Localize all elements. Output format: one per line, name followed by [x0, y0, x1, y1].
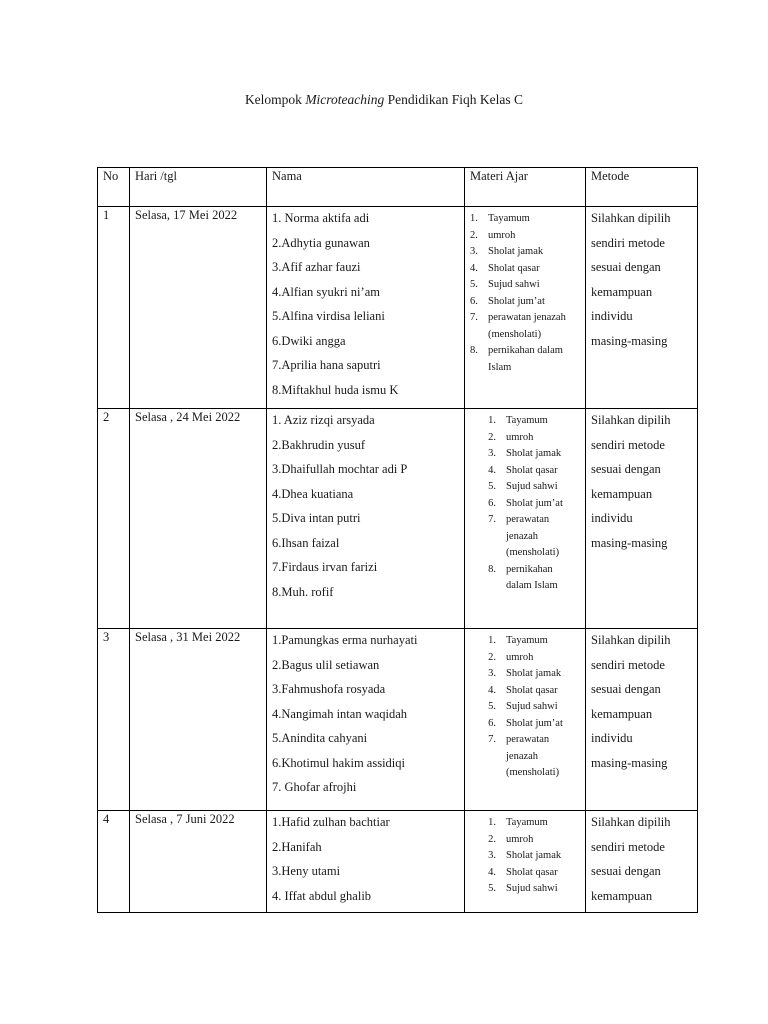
metode-line: masing-masing — [591, 535, 668, 550]
materi-text: Sholat jamak — [488, 246, 544, 257]
materi-number: 1. — [470, 213, 478, 224]
cell-materi — [465, 811, 586, 913]
materi-number: 1. — [488, 415, 496, 426]
cell-materi — [465, 629, 586, 811]
materi-number: 4. — [470, 262, 478, 274]
student-name: 3.Dhaifullah mochtar adi P — [272, 462, 408, 476]
cell-nama — [267, 409, 465, 629]
materi-item — [470, 496, 580, 513]
materi-text: Sholat qasar — [506, 464, 558, 476]
metode-line: individu — [591, 309, 633, 323]
metode-line: sendiri metode — [591, 657, 665, 672]
materi-number: 5. — [488, 701, 496, 712]
materi-number: 3. — [488, 668, 496, 679]
materi-number: 7. — [488, 734, 496, 745]
student-name: 2.Bagus ulil setiawan — [272, 657, 380, 672]
header-materi: Materi Ajar — [465, 168, 586, 207]
student-name: 7.Firdaus irvan farizi — [272, 560, 378, 574]
materi-number: 6. — [488, 717, 496, 729]
materi-item — [470, 865, 580, 882]
table-body — [98, 207, 698, 913]
student-name: 6.Dwiki angga — [272, 333, 346, 348]
materi-item — [470, 463, 580, 480]
materi-item — [470, 650, 580, 667]
materi-text: Sujud sahwi — [506, 883, 558, 894]
materi-number: 4. — [488, 464, 496, 476]
materi-number: 4. — [488, 684, 496, 696]
materi-item — [470, 479, 580, 496]
student-name: 3.Fahmushofa rosyada — [272, 682, 386, 696]
student-name: 1. Aziz rizqi arsyada — [272, 413, 375, 427]
materi-text: Sholat jamak — [506, 850, 562, 861]
materi-item — [470, 446, 580, 463]
metode-line: sendiri metode — [591, 839, 665, 854]
materi-text: Sholat jum’at — [506, 717, 563, 729]
metode-line: Silahkan dipilih — [591, 815, 671, 829]
materi-number: 3. — [488, 448, 496, 459]
cell-nama — [267, 811, 465, 913]
materi-item — [470, 815, 580, 832]
metode-line: Silahkan dipilih — [591, 211, 671, 225]
metode-line: masing-masing — [591, 333, 668, 348]
materi-text: Sujud sahwi — [506, 481, 558, 492]
materi-item — [470, 683, 580, 700]
materi-text: pernikahan dalam Islam — [506, 563, 558, 591]
table-header-row — [98, 168, 698, 207]
materi-item — [470, 881, 580, 898]
materi-number: 3. — [488, 850, 496, 861]
materi-item — [470, 666, 580, 683]
student-name: 8.Miftakhul huda ismu K — [272, 382, 399, 397]
materi-text: umroh — [488, 229, 516, 241]
materi-item — [470, 732, 580, 782]
materi-item — [470, 832, 580, 849]
materi-number: 6. — [488, 497, 496, 509]
materi-text: Sujud sahwi — [506, 701, 558, 712]
cell-metode — [586, 811, 698, 913]
materi-list — [470, 630, 580, 782]
materi-item — [470, 413, 580, 430]
student-name: 7.Aprilia hana saputri — [272, 358, 381, 372]
cell-nama — [267, 629, 465, 811]
materi-number: 2. — [470, 229, 478, 241]
materi-item — [470, 343, 580, 376]
metode-line: sesuai dengan — [591, 864, 661, 878]
materi-item — [470, 277, 580, 294]
materi-text: Sholat jum’at — [488, 295, 545, 307]
metode-line: sendiri metode — [591, 235, 665, 250]
student-name: 3.Afif azhar fauzi — [272, 260, 361, 274]
materi-text: pernikahan dalam Islam — [488, 345, 563, 373]
materi-item — [470, 716, 580, 733]
student-name: 1.Pamungkas erma nurhayati — [272, 633, 418, 647]
cell-metode — [586, 207, 698, 409]
student-name: 4.Dhea kuatiana — [272, 486, 354, 501]
materi-text: Sholat jum’at — [506, 497, 563, 509]
materi-item — [470, 562, 580, 595]
cell-materi — [465, 409, 586, 629]
page-title — [0, 92, 768, 108]
materi-text: Sholat jamak — [506, 448, 562, 459]
materi-number: 6. — [470, 295, 478, 307]
student-name: 2.Adhytia gunawan — [272, 235, 370, 250]
materi-number: 3. — [470, 246, 478, 257]
materi-list — [470, 208, 580, 376]
materi-item — [470, 430, 580, 447]
metode-line: kemampuan — [591, 284, 653, 299]
student-name: 1. Norma aktifa adi — [272, 211, 370, 225]
materi-number: 5. — [488, 481, 496, 492]
student-name: 5.Diva intan putri — [272, 511, 361, 525]
header-no: No — [98, 168, 130, 207]
student-name: 4. Iffat abdul ghalib — [272, 888, 372, 903]
materi-text: Sujud sahwi — [488, 279, 540, 290]
student-name: 6.Ihsan faizal — [272, 535, 340, 550]
materi-item — [470, 848, 580, 865]
title-prefix: Kelompok — [244, 92, 306, 107]
cell-no: 2 — [98, 409, 130, 629]
materi-list — [470, 812, 580, 898]
cell-no: 1 — [98, 207, 130, 409]
materi-item — [470, 633, 580, 650]
student-name: 2.Bakhrudin yusuf — [272, 437, 366, 452]
materi-text: umroh — [506, 431, 534, 443]
materi-list — [470, 410, 580, 595]
metode-line: sesuai dengan — [591, 260, 661, 274]
cell-hari: Selasa , 31 Mei 2022 — [130, 629, 267, 811]
table-row — [98, 409, 698, 629]
header-metode: Metode — [586, 168, 698, 207]
student-name: 4.Alfian syukri ni’am — [272, 284, 380, 299]
metode-line: Silahkan dipilih — [591, 413, 671, 427]
materi-number: 1. — [488, 817, 496, 828]
materi-number: 5. — [488, 883, 496, 894]
cell-materi — [465, 207, 586, 409]
cell-nama — [267, 207, 465, 409]
cell-hari: Selasa, 17 Mei 2022 — [130, 207, 267, 409]
student-name: 6.Khotimul hakim assidiqi — [272, 755, 405, 770]
materi-number: 1. — [488, 635, 496, 646]
materi-number: 8. — [470, 345, 478, 356]
materi-item — [470, 211, 580, 228]
metode-line: sesuai dengan — [591, 462, 661, 476]
materi-text: Tayamum — [506, 415, 548, 426]
materi-item — [470, 244, 580, 261]
materi-number: 2. — [488, 833, 496, 845]
materi-item — [470, 699, 580, 716]
materi-text: perawatan jenazah (mensholati) — [506, 514, 560, 558]
cell-hari: Selasa , 7 Juni 2022 — [130, 811, 267, 913]
materi-text: Tayamum — [506, 635, 548, 646]
materi-text: umroh — [506, 833, 534, 845]
materi-item — [470, 294, 580, 311]
materi-item — [470, 310, 580, 343]
metode-line: masing-masing — [591, 755, 668, 770]
metode-line: sendiri metode — [591, 437, 665, 452]
materi-number: 5. — [470, 279, 478, 290]
metode-line: individu — [591, 511, 633, 525]
table-row — [98, 207, 698, 409]
metode-line: kemampuan — [591, 888, 653, 903]
cell-metode — [586, 409, 698, 629]
materi-text: Sholat qasar — [506, 866, 558, 878]
materi-item — [470, 261, 580, 278]
materi-number: 7. — [488, 514, 496, 525]
materi-text: Tayamum — [506, 817, 548, 828]
student-name: 2.Hanifah — [272, 839, 322, 854]
student-name: 5.Anindita cahyani — [272, 731, 368, 745]
metode-line: kemampuan — [591, 486, 653, 501]
materi-number: 8. — [488, 563, 496, 575]
cell-no: 4 — [98, 811, 130, 913]
materi-item — [470, 512, 580, 562]
title-italic: Microteaching — [305, 92, 385, 107]
metode-line: individu — [591, 731, 633, 745]
student-name: 8.Muh. rofif — [272, 584, 334, 599]
student-name: 5.Alfina virdisa leliani — [272, 309, 385, 323]
materi-text: Tayamum — [488, 213, 530, 224]
student-name: 7. Ghofar afrojhi — [272, 780, 357, 794]
header-nama: Nama — [267, 168, 465, 207]
student-name: 3.Heny utami — [272, 864, 341, 878]
materi-number: 7. — [470, 312, 478, 323]
metode-line: kemampuan — [591, 706, 653, 721]
materi-number: 2. — [488, 431, 496, 443]
materi-text: Sholat jamak — [506, 668, 562, 679]
materi-item — [470, 228, 580, 245]
schedule-table — [97, 167, 698, 913]
materi-text: Sholat qasar — [506, 684, 558, 696]
materi-text: perawatan jenazah (mensholati) — [488, 312, 566, 340]
materi-text: Sholat qasar — [488, 262, 540, 274]
title-suffix: Pendidikan Fiqh Kelas C — [384, 92, 524, 107]
student-name: 1.Hafid zulhan bachtiar — [272, 815, 390, 829]
materi-text: perawatan jenazah (mensholati) — [506, 734, 560, 778]
cell-hari: Selasa , 24 Mei 2022 — [130, 409, 267, 629]
metode-line: Silahkan dipilih — [591, 633, 671, 647]
cell-metode — [586, 629, 698, 811]
materi-number: 2. — [488, 651, 496, 663]
header-hari: Hari /tgl — [130, 168, 267, 207]
materi-number: 4. — [488, 866, 496, 878]
student-name: 4.Nangimah intan waqidah — [272, 706, 408, 721]
table-row — [98, 629, 698, 811]
metode-line: sesuai dengan — [591, 682, 661, 696]
materi-text: umroh — [506, 651, 534, 663]
cell-no: 3 — [98, 629, 130, 811]
table-row — [98, 811, 698, 913]
